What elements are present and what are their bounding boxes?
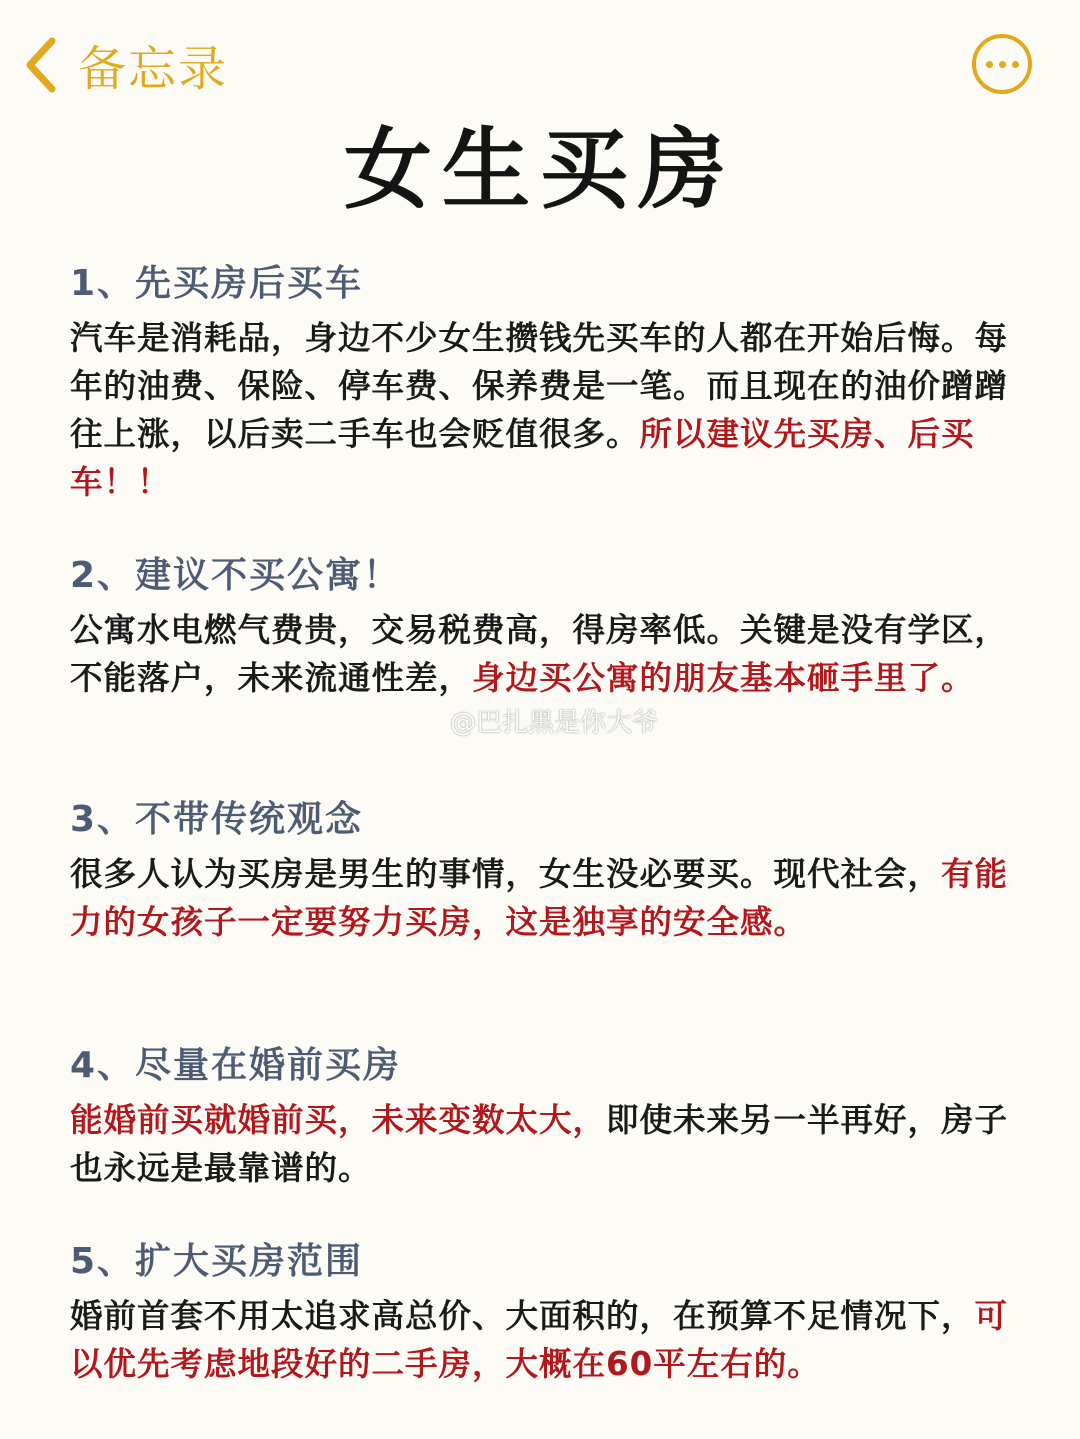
section-heading: 1、先买房后买车 [70, 263, 364, 304]
section-heading: 4、尽量在婚前买房 [70, 1045, 402, 1086]
watermark: @巴扎黑是你大爷 [450, 708, 659, 738]
section-text-normal: 即使未来另一半再好，房子也永远是最靠谱的。 [70, 1101, 1009, 1187]
note-body [70, 258, 1025, 1388]
section-text-normal: 汽车是消耗品，身边不少女生攒钱先买车的人都在开始后悔。每年的油费、保险、停车费、保养费是一笔。而且现在的油价蹭蹭往上涨，以后卖二手车也会贬值很多。 [70, 319, 1009, 453]
more-dot-icon [999, 61, 1006, 68]
section-text [70, 850, 1025, 946]
section-heading: 5、扩大买房范围 [70, 1241, 364, 1282]
section-text-highlight: 能婚前买就婚前买，未来变数太大， [70, 1101, 607, 1139]
back-label: 备忘录 [78, 41, 229, 97]
section-text-normal: 公寓水电燃气费贵，交易税费高，得房率低。关键是没有学区，不能落户，未来流通性差， [70, 611, 1009, 697]
section-text-highlight: 所以建议先买房、后买车！！ [70, 415, 975, 501]
back-button[interactable] [22, 30, 228, 99]
section-heading: 2、建议不买公寓！ [70, 555, 402, 596]
section-text [70, 606, 1025, 702]
section-2 [70, 550, 1025, 794]
more-dot-icon [986, 61, 993, 68]
section-text-highlight: 可以优先考虑地段好的二手房，大概在60平左右的。 [70, 1297, 1009, 1383]
section-text [70, 314, 1025, 506]
note-title: 女生买房 [343, 118, 736, 221]
more-options-button[interactable] [972, 34, 1032, 94]
section-5 [70, 1236, 1025, 1388]
section-heading: 3、不带传统观念 [70, 799, 364, 840]
chevron-left-icon [22, 35, 58, 95]
section-text-highlight: 有能力的女孩子一定要努力买房，这是独享的安全感。 [70, 855, 1009, 941]
section-text-normal: 很多人认为买房是男生的事情，女生没必要买。现代社会， [70, 855, 942, 893]
section-text [70, 1096, 1025, 1192]
section-text-highlight: 身边买公寓的朋友基本砸手里了。 [472, 659, 975, 697]
section-text [70, 1292, 1025, 1388]
section-4 [70, 1040, 1025, 1236]
section-1 [70, 258, 1025, 550]
more-dot-icon [1012, 61, 1019, 68]
section-3 [70, 794, 1025, 1040]
section-text-normal: 婚前首套不用太追求高总价、大面积的，在预算不足情况下， [70, 1297, 975, 1335]
